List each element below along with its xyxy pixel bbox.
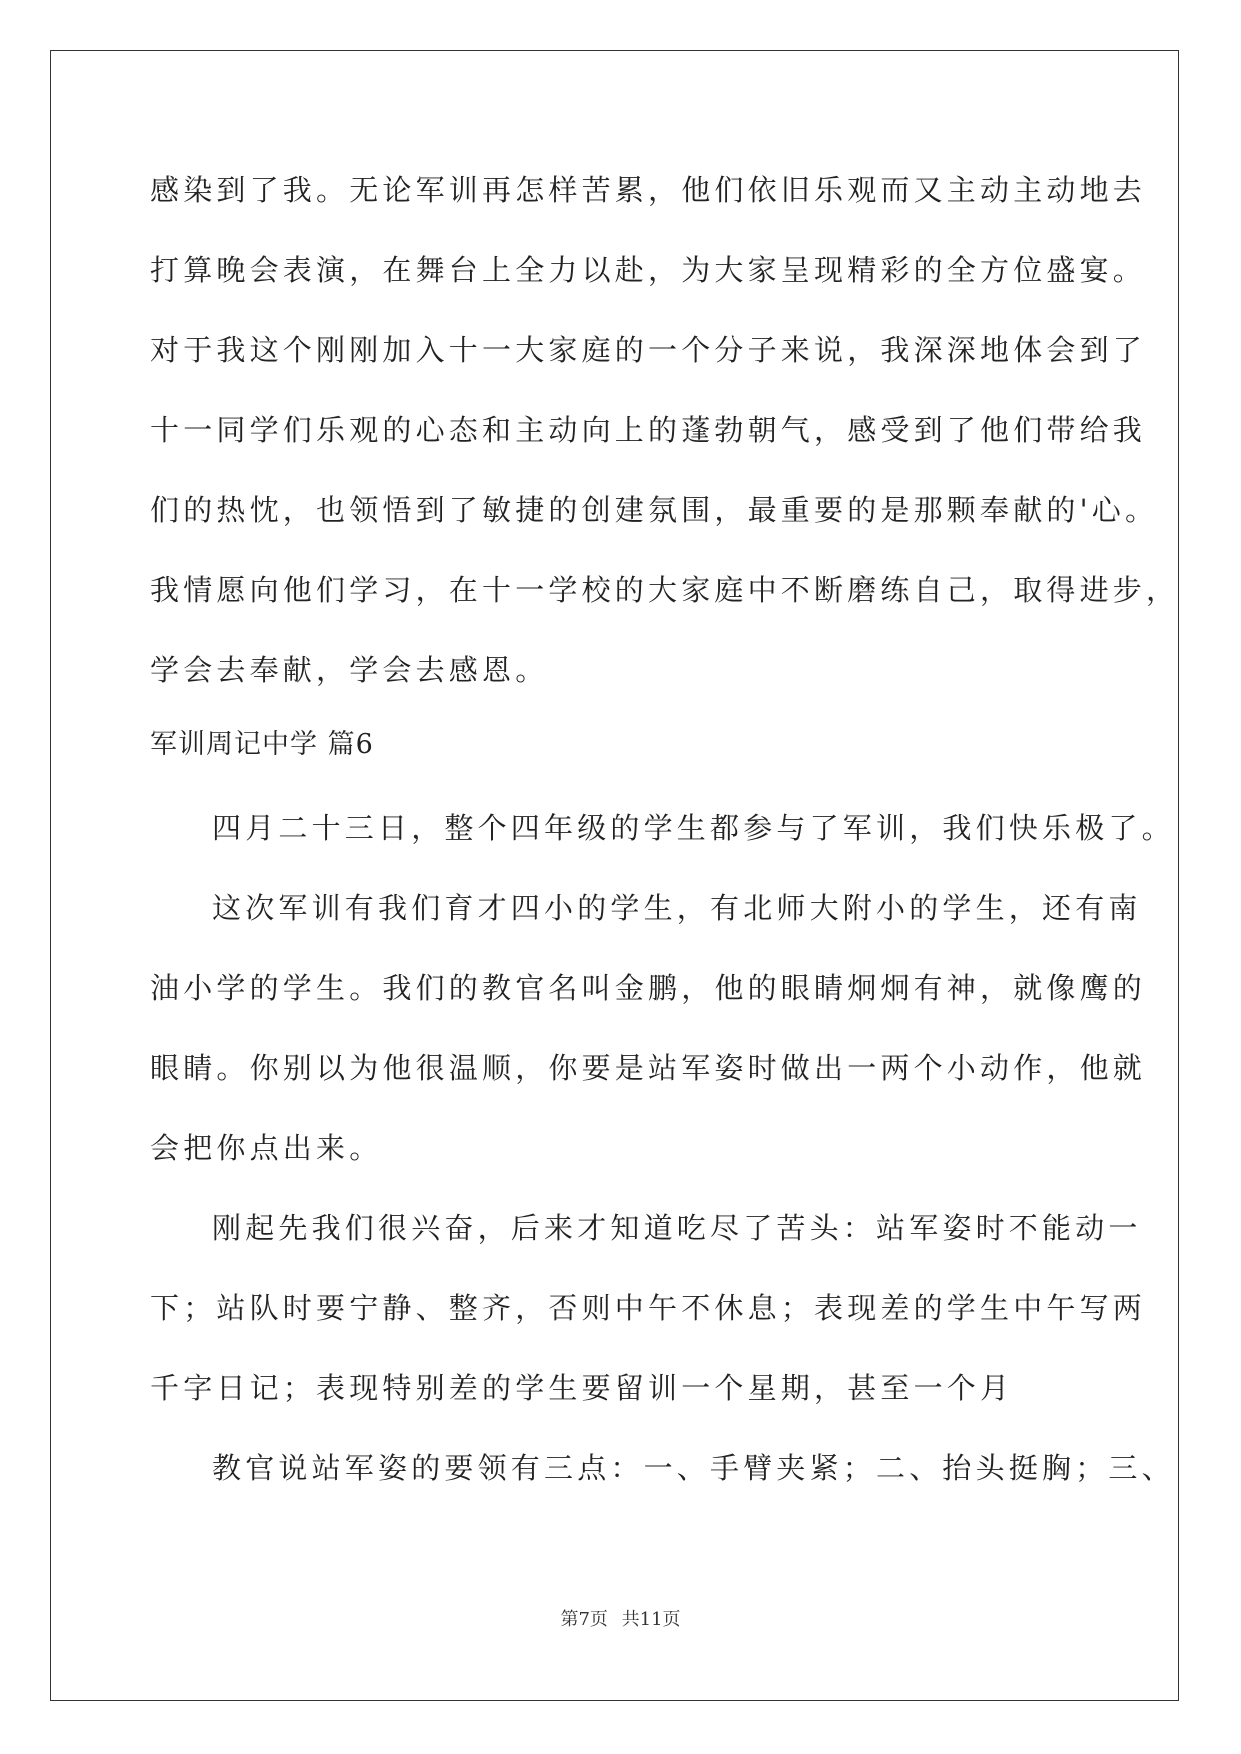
page-total: 共11页 (621, 1609, 681, 1630)
page-footer (0, 1605, 1241, 1631)
body-line: 感染到了我。无论军训再怎样苦累，他们依旧乐观而又主动主动地去 (150, 173, 1147, 207)
body-line: 眼睛。你别以为他很温顺，你要是站军姿时做出一两个小动作，他就 (150, 1051, 1147, 1085)
body-line: 打算晚会表演，在舞台上全力以赴，为大家呈现精彩的全方位盛宴。 (150, 253, 1147, 287)
section-heading: 军训周记中学 篇6 (150, 729, 374, 760)
body-line: 油小学的学生。我们的教官名叫金鹏，他的眼睛炯炯有神，就像鹰的 (150, 971, 1147, 1005)
body-line: 学会去奉献，学会去感恩。 (150, 653, 549, 687)
body-line: 十一同学们乐观的心态和主动向上的蓬勃朝气，感受到了他们带给我 (150, 413, 1147, 447)
body-line: 会把你点出来。 (150, 1131, 383, 1165)
body-line: 千字日记；表现特别差的学生要留训一个星期，甚至一个月 (150, 1371, 1014, 1405)
page-number: 第7页 (560, 1609, 608, 1630)
body-line: 教官说站军姿的要领有三点：一、手臂夹紧；二、抬头挺胸；三、 (212, 1451, 1175, 1485)
body-line: 我情愿向他们学习，在十一学校的大家庭中不断磨练自己，取得进步， (150, 573, 1180, 607)
body-line: 们的热忱，也领悟到了敏捷的创建氛围，最重要的是那颗奉献的'心。 (150, 493, 1159, 527)
body-line: 下；站队时要宁静、整齐，否则中午不休息；表现差的学生中午写两 (150, 1291, 1147, 1325)
body-line: 这次军训有我们育才四小的学生，有北师大附小的学生，还有南 (212, 891, 1142, 925)
body-line: 对于我这个刚刚加入十一大家庭的一个分子来说，我深深地体会到了 (150, 333, 1147, 367)
body-line: 四月二十三日，整个四年级的学生都参与了军训，我们快乐极了。 (212, 811, 1175, 845)
body-line: 刚起先我们很兴奋，后来才知道吃尽了苦头：站军姿时不能动一 (212, 1211, 1142, 1245)
